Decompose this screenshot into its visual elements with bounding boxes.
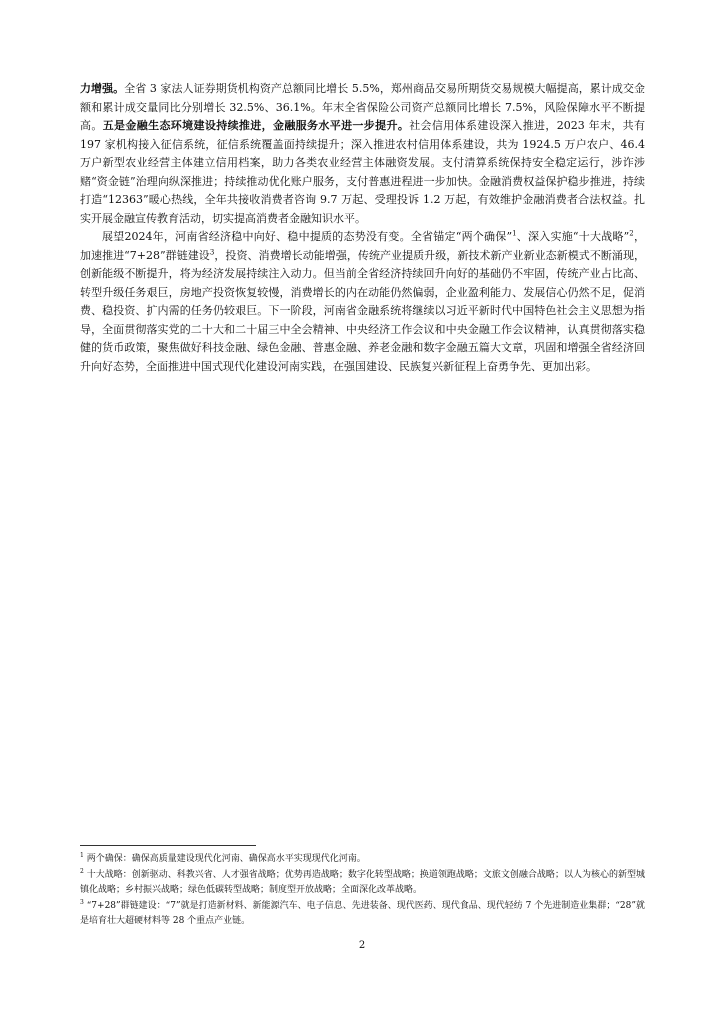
page-number: 2: [358, 940, 366, 951]
footnote-2: [80, 868, 645, 898]
body-text: 全省 3 家法人证券期货机构资产总额同比增长 5.5%，郑州商品交易所期货交易规模大幅提高，累计成交金额和累计成交量同比分别增长 32.5%、36.1%。年末全省保险公司资产总额同比增长 7.5%，风险保障水平不断提高。: [80, 82, 646, 132]
footnote-ref-3[interactable]: 3: [209, 247, 215, 256]
document-page: [80, 80, 645, 376]
footnotes: [80, 852, 645, 930]
footnote-ref-2[interactable]: 2: [629, 229, 634, 238]
bold-heading-point-five: 五是金融生态环境建设持续推进，金融服务水平进一步提升。: [102, 119, 410, 132]
footnote-divider: [80, 845, 256, 846]
footnote-text: 十大战略：创新驱动、科教兴省、人才强省战略；优势再造战略；数字化转型战略；换道领跑战略；文旅文创融合战略；以人为核心的新型城镇化战略；乡村振兴战略；绿色低碳转型战略；制度型开放战略；全面深化改革战略。: [80, 870, 645, 895]
body-paragraph-2: [80, 228, 645, 376]
body-text: 社会信用体系建设深入推进，2023 年末，共有 197 家机构接入征信系统，征信系统覆盖面持续提升；深入推进农村信用体系建设，共为 1924.5 万户农户、46.4 万户新型农业经营主体建立信用档案，助力各类农业经营主体融资发展。支付清算系统保持安全稳定运行，涉诈涉赌“资金链”治理向纵深推进；持续推动优化账户服务，支付普惠进程进一步加快。金融消费权益保护稳步推进，持续打造“12363”暖心热线，全年共接收消费者咨询 9.7 万起、受理投诉 1.2 万起，有效维护金融消费者合法权益。扎实开展金融宣传教育活动，切实提高消费者金融知识水平。: [80, 119, 645, 225]
body-text: ，加速推进“7+28”群链建设: [80, 230, 645, 262]
body-text: 展望2024年，河南省经济稳中向好、稳中提质的态势没有变。全省锚定“两个确保”: [102, 230, 513, 243]
footnote-3: [80, 899, 645, 929]
footnote-text: “7+28”群链建设：“7”就是打造新材料、新能源汽车、电子信息、先进装备、现代医药、现代食品、现代轻纺 7 个先进制造业集群；“28”就是培育壮大超硬材料等 28 个重点产业链。: [80, 901, 645, 926]
body-paragraph-1: [80, 80, 645, 228]
body-text: ，投资、消费增长动能增强，传统产业提质升级，新技术新产业新业态新模式不断涌现，创新能级不断提升，将为经济发展持续注入动力。但当前全省经济持续回升向好的基础仍不牢固，传统产业占比高、转型升级任务艰巨，房地产投资恢复较慢，消费增长的内在动能仍然偏弱，企业盈利能力、发展信心仍然不足，促消费、稳投资、扩内需的任务仍较艰巨。下一阶段，河南省金融系统将继续以习近平新时代中国特色社会主义思想为指导，全面贯彻落实党的二十大和二十届三中全会精神、中央经济工作会议和中央金融工作会议精神，认真贯彻落实稳健的货币政策，聚焦做好科技金融、绿色金融、普惠金融、养老金融和数字金融五篇大文章，巩固和增强全省经济回升向好态势，全面推进中国式现代化建设河南实践，在强国建设、民族复兴新征程上奋勇争先、更加出彩。: [80, 248, 646, 373]
footnote-ref-1[interactable]: 1: [512, 229, 517, 238]
footnote-mark: 1: [80, 852, 84, 859]
footnote-mark: 2: [80, 868, 84, 875]
footnote-text: 两个确保：确保高质量建设现代化河南、确保高水平实现现代化河南。: [86, 854, 366, 864]
body-text: 、深入实施“十大战略”: [516, 230, 630, 243]
bold-phrase: 力增强。: [80, 82, 125, 95]
footnote-mark: 3: [80, 899, 84, 906]
footnote-1: [80, 852, 645, 867]
